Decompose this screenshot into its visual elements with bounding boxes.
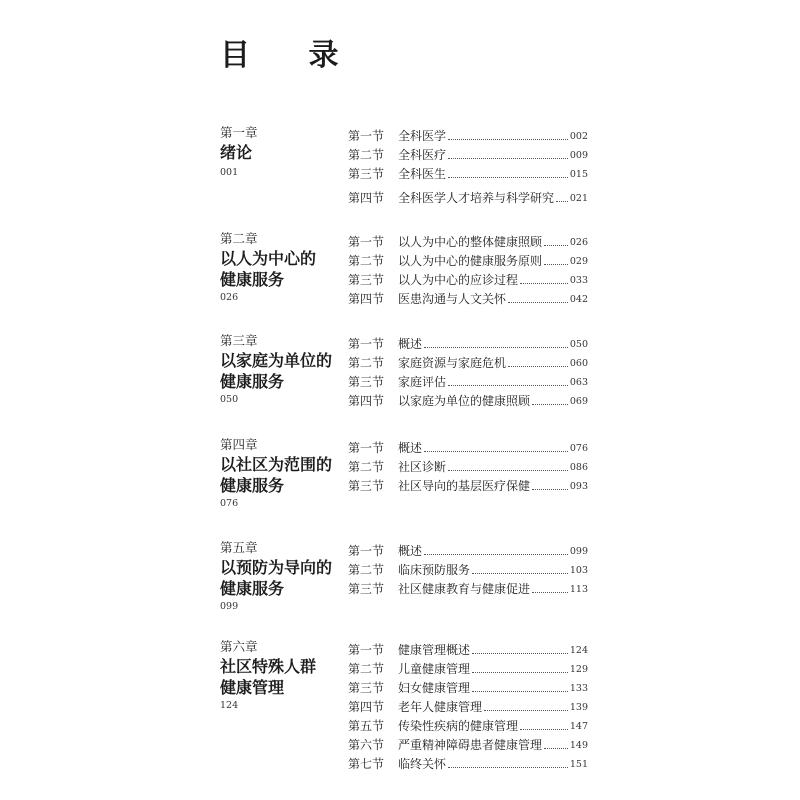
dot-leader — [448, 470, 568, 471]
dot-leader — [544, 264, 568, 265]
section-page-number: 033 — [569, 275, 588, 286]
section-page-number: 086 — [569, 462, 588, 473]
section-item[interactable] — [348, 231, 588, 250]
section-item[interactable] — [348, 696, 588, 715]
chapter-page-number: 001 — [220, 167, 239, 178]
section-item[interactable] — [348, 753, 588, 772]
chapter-title-line: 健康服务 — [220, 270, 285, 289]
section-number: 第二节 — [348, 254, 385, 268]
section-page-number: 029 — [569, 256, 588, 267]
dot-leader — [472, 691, 568, 692]
section-number: 第四节 — [348, 191, 385, 205]
section-title: 社区导向的基层医疗保健 — [398, 479, 531, 493]
section-item[interactable] — [348, 734, 588, 753]
dot-leader — [532, 592, 568, 593]
section-page-number: 076 — [569, 443, 588, 454]
section-number: 第四节 — [348, 292, 385, 306]
section-item[interactable] — [348, 333, 588, 352]
chapter-title: 绪论 — [220, 143, 253, 162]
section-title: 临终关怀 — [398, 757, 447, 771]
section-item[interactable] — [348, 437, 588, 456]
section-page-number: 042 — [569, 294, 588, 305]
chapter-label: 第四章 — [220, 437, 258, 452]
section-page-number: 124 — [569, 645, 588, 656]
section-title: 社区诊断 — [398, 460, 447, 474]
chapter-title — [220, 557, 332, 599]
section-title: 以家庭为单位的健康照顾 — [398, 394, 531, 408]
chapter-label: 第五章 — [220, 540, 258, 555]
section-title: 概述 — [398, 544, 423, 558]
section-number: 第二节 — [348, 563, 385, 577]
section-number: 第一节 — [348, 544, 385, 558]
section-page-number: 015 — [569, 169, 588, 180]
section-title: 严重精神障碍患者健康管理 — [398, 738, 543, 752]
chapter-title-line: 社区特殊人群 — [220, 657, 317, 676]
section-page-number: 009 — [569, 150, 588, 161]
dot-leader — [532, 404, 568, 405]
chapter-title-line: 以家庭为单位的 — [220, 351, 333, 370]
section-title: 以人为中心的应诊过程 — [398, 273, 519, 287]
dot-leader — [544, 245, 568, 246]
section-number: 第二节 — [348, 356, 385, 370]
section-number: 第三节 — [348, 582, 385, 596]
section-title: 全科医疗 — [398, 148, 447, 162]
chapter-title — [220, 248, 316, 290]
section-number: 第五节 — [348, 719, 385, 733]
section-title: 健康管理概述 — [398, 643, 471, 657]
section-title: 概述 — [398, 337, 423, 351]
section-page-number: 113 — [569, 584, 588, 595]
chapter-title-line: 健康服务 — [220, 372, 285, 391]
section-number: 第一节 — [348, 129, 385, 143]
section-page-number: 129 — [569, 664, 588, 675]
dot-leader — [448, 139, 568, 140]
dot-leader — [520, 729, 568, 730]
section-number: 第二节 — [348, 148, 385, 162]
chapter-page-number: 026 — [220, 292, 239, 303]
dot-leader — [532, 489, 568, 490]
section-page-number: 103 — [569, 565, 588, 576]
section-item[interactable] — [348, 125, 588, 144]
section-item[interactable] — [348, 559, 588, 578]
section-number: 第二节 — [348, 460, 385, 474]
section-item[interactable] — [348, 677, 588, 696]
chapter-title-line: 以人为中心的 — [220, 249, 317, 268]
chapter-title-line: 健康管理 — [220, 678, 285, 697]
section-number: 第一节 — [348, 337, 385, 351]
dot-leader — [484, 710, 568, 711]
section-number: 第三节 — [348, 681, 385, 695]
chapter-label: 第六章 — [220, 639, 258, 654]
section-title: 全科医学人才培养与科学研究 — [398, 191, 555, 205]
chapter-label: 第二章 — [220, 231, 258, 246]
section-title: 全科医学 — [398, 129, 447, 143]
section-number: 第六节 — [348, 738, 385, 752]
dot-leader — [448, 385, 568, 386]
section-number: 第一节 — [348, 643, 385, 657]
chapter-title-line: 以社区为范围的 — [220, 455, 333, 474]
section-list — [348, 231, 588, 307]
section-item[interactable] — [348, 371, 588, 390]
dot-leader — [424, 451, 568, 452]
section-number: 第一节 — [348, 441, 385, 455]
section-title: 以人为中心的整体健康照顾 — [398, 235, 543, 249]
dot-leader — [472, 653, 568, 654]
section-item[interactable] — [348, 658, 588, 677]
section-title: 传染性疾病的健康管理 — [398, 719, 519, 733]
section-number: 第四节 — [348, 394, 385, 408]
section-number: 第三节 — [348, 167, 385, 181]
section-title: 家庭评估 — [398, 375, 447, 389]
section-title: 全科医生 — [398, 167, 447, 181]
section-page-number: 139 — [569, 702, 588, 713]
section-page-number: 069 — [569, 396, 588, 407]
page-title: 目 录 — [220, 38, 363, 73]
section-item[interactable] — [348, 163, 588, 182]
section-list — [348, 639, 588, 772]
section-number: 第七节 — [348, 757, 385, 771]
chapter-page-number: 099 — [220, 601, 239, 612]
section-title: 概述 — [398, 441, 423, 455]
chapter-title — [220, 350, 332, 392]
section-title: 社区健康教育与健康促进 — [398, 582, 531, 596]
section-number: 第三节 — [348, 479, 385, 493]
dot-leader — [472, 672, 568, 673]
section-page-number: 063 — [569, 377, 588, 388]
section-page-number: 149 — [569, 740, 588, 751]
section-item[interactable] — [348, 540, 588, 559]
section-item[interactable] — [348, 144, 588, 163]
chapter-title-line: 以预防为导向的 — [220, 558, 333, 577]
section-item[interactable] — [348, 288, 588, 307]
chapter-title-line: 健康服务 — [220, 476, 285, 495]
chapter-label: 第一章 — [220, 125, 258, 140]
section-page-number: 002 — [569, 131, 588, 142]
section-list — [348, 125, 588, 206]
section-page-number: 147 — [569, 721, 588, 732]
section-item[interactable] — [348, 250, 588, 269]
dot-leader — [424, 347, 568, 348]
chapter-title — [220, 454, 332, 496]
section-title: 妇女健康管理 — [398, 681, 471, 695]
section-item[interactable] — [348, 390, 588, 409]
section-page-number: 099 — [569, 546, 588, 557]
section-title: 家庭资源与家庭危机 — [398, 356, 507, 370]
section-title: 以人为中心的健康服务原则 — [398, 254, 543, 268]
section-page-number: 093 — [569, 481, 588, 492]
dot-leader — [520, 283, 568, 284]
section-title: 临床预防服务 — [398, 563, 471, 577]
dot-leader — [472, 573, 568, 574]
section-item[interactable] — [348, 475, 588, 494]
dot-leader — [448, 177, 568, 178]
chapter-label: 第三章 — [220, 333, 258, 348]
section-item[interactable] — [348, 269, 588, 288]
section-number: 第三节 — [348, 273, 385, 287]
section-number: 第三节 — [348, 375, 385, 389]
section-page-number: 021 — [569, 193, 588, 204]
chapter-page-number: 076 — [220, 498, 239, 509]
chapter-page-number: 050 — [220, 394, 239, 405]
section-title: 儿童健康管理 — [398, 662, 471, 676]
dot-leader — [508, 366, 568, 367]
section-number: 第二节 — [348, 662, 385, 676]
dot-leader — [544, 748, 568, 749]
section-title: 老年人健康管理 — [398, 700, 483, 714]
section-item[interactable] — [348, 352, 588, 371]
dot-leader — [448, 158, 568, 159]
section-item[interactable] — [348, 715, 588, 734]
section-page-number: 050 — [569, 339, 588, 350]
section-number: 第一节 — [348, 235, 385, 249]
section-page-number: 133 — [569, 683, 588, 694]
section-list — [348, 333, 588, 409]
section-item[interactable] — [348, 639, 588, 658]
dot-leader — [556, 201, 568, 202]
chapter-title-line: 健康服务 — [220, 579, 285, 598]
section-item[interactable] — [348, 456, 588, 475]
section-number: 第四节 — [348, 700, 385, 714]
section-item[interactable] — [348, 182, 588, 206]
section-list — [348, 540, 588, 597]
dot-leader — [424, 554, 568, 555]
section-list — [348, 437, 588, 494]
chapter-title — [220, 656, 316, 698]
section-page-number: 060 — [569, 358, 588, 369]
section-item[interactable] — [348, 578, 588, 597]
chapter-page-number: 124 — [220, 700, 239, 711]
section-page-number: 151 — [569, 759, 588, 770]
dot-leader — [448, 767, 568, 768]
dot-leader — [508, 302, 568, 303]
section-title: 医患沟通与人文关怀 — [398, 292, 507, 306]
section-page-number: 026 — [569, 237, 588, 248]
